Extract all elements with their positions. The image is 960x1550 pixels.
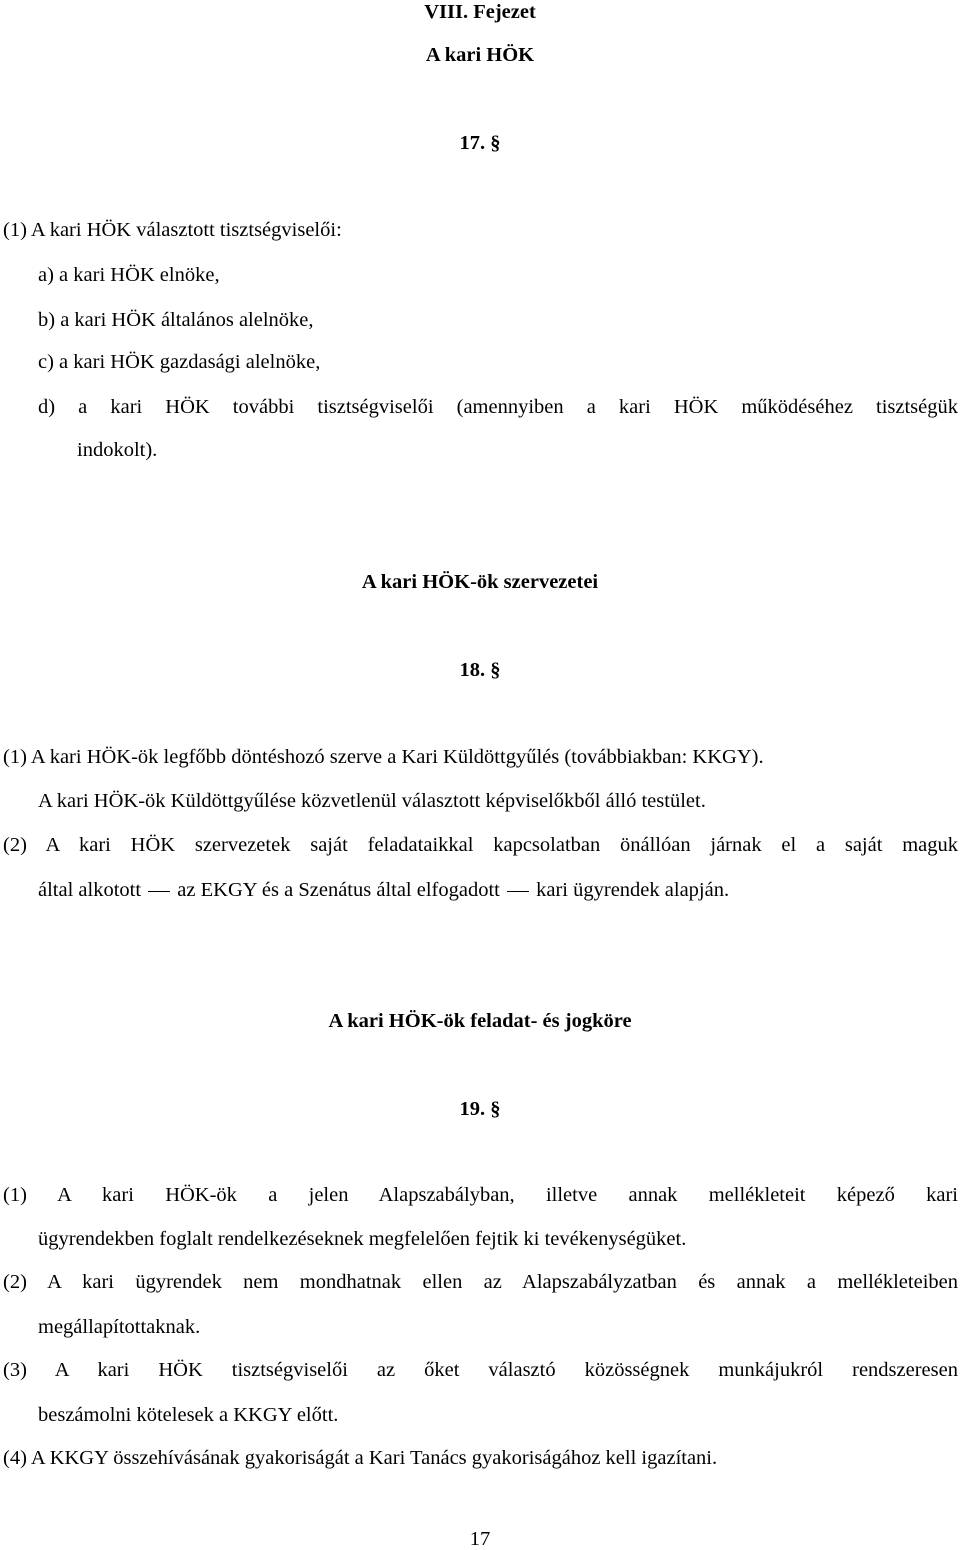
list-item-b: b) a kari HÖK általános alelnöke, [38,309,314,331]
s19-p3-line1: (3) A kari HÖK tisztségviselői az őket választó közösségnek munkájukról rendszeresen [3,1359,958,1381]
list-item-d-continuation: indokolt). [77,439,158,461]
s19-p4-line1: (4) A KKGY összehívásának gyakoriságát a Kari Tanács gyakoriságához kell igazítani. [3,1447,718,1469]
section-19-heading: 19. § [459,1098,501,1120]
dash-2 [507,891,529,892]
s18-p2-line1: (2) A kari HÖK szervezetek saját feladataikkal kapcsolatban önállóan járnak el a saját maguk [3,834,958,856]
list-item-d: d) a kari HÖK további tisztségviselői (amennyiben a kari HÖK működéséhez tisztségük [38,396,958,418]
s18-p2-line2-part3: kari ügyrendek alapján. [536,879,730,901]
s17-p1-intro: (1) A kari HÖK választott tisztségviselői: [3,219,342,241]
section-17-heading: 17. § [459,132,501,154]
list-item-a: a) a kari HÖK elnöke, [38,264,220,286]
chapter-title: A kari HÖK [425,44,535,66]
s18-p2-line2 [38,880,729,901]
section-18-heading: 18. § [459,659,501,681]
s19-p1-line1: (1) A kari HÖK-ök a jelen Alapszabályban, illetve annak mellékleteit képező kari [3,1184,958,1206]
page-number: 17 [469,1528,491,1550]
chapter-number: VIII. Fejezet [424,1,536,23]
s18-p2-line2-part2: az EKGY és a Szenátus által elfogadott [177,879,500,901]
s18-p1-line2: A kari HÖK-ök Küldöttgyűlése közvetlenül választott képviselőkből álló testület. [38,790,706,812]
list-item-c: c) a kari HÖK gazdasági alelnöke, [38,351,321,373]
s19-p3-line2: beszámolni kötelesek a KKGY előtt. [38,1404,339,1426]
s18-p2-line2-part1: által alkotott [38,879,142,901]
s19-p2-line1: (2) A kari ügyrendek nem mondhatnak ellen az Alapszabályzatban és annak a mellékleteiben [3,1271,958,1293]
dash-1 [148,891,170,892]
s19-p2-line2: megállapítottaknak. [38,1316,201,1338]
s19-p1-line2: ügyrendekben foglalt rendelkezéseknek megfelelően fejtik ki tevékenységüket. [38,1228,687,1250]
s18-p1-line1: (1) A kari HÖK-ök legfőbb döntéshozó szerve a Kari Küldöttgyűlés (továbbiakban: KKGY). [3,746,764,768]
section-18-title: A kari HÖK-ök szervezetei [361,571,599,593]
section-19-title: A kari HÖK-ök feladat- és jogköre [328,1010,632,1032]
